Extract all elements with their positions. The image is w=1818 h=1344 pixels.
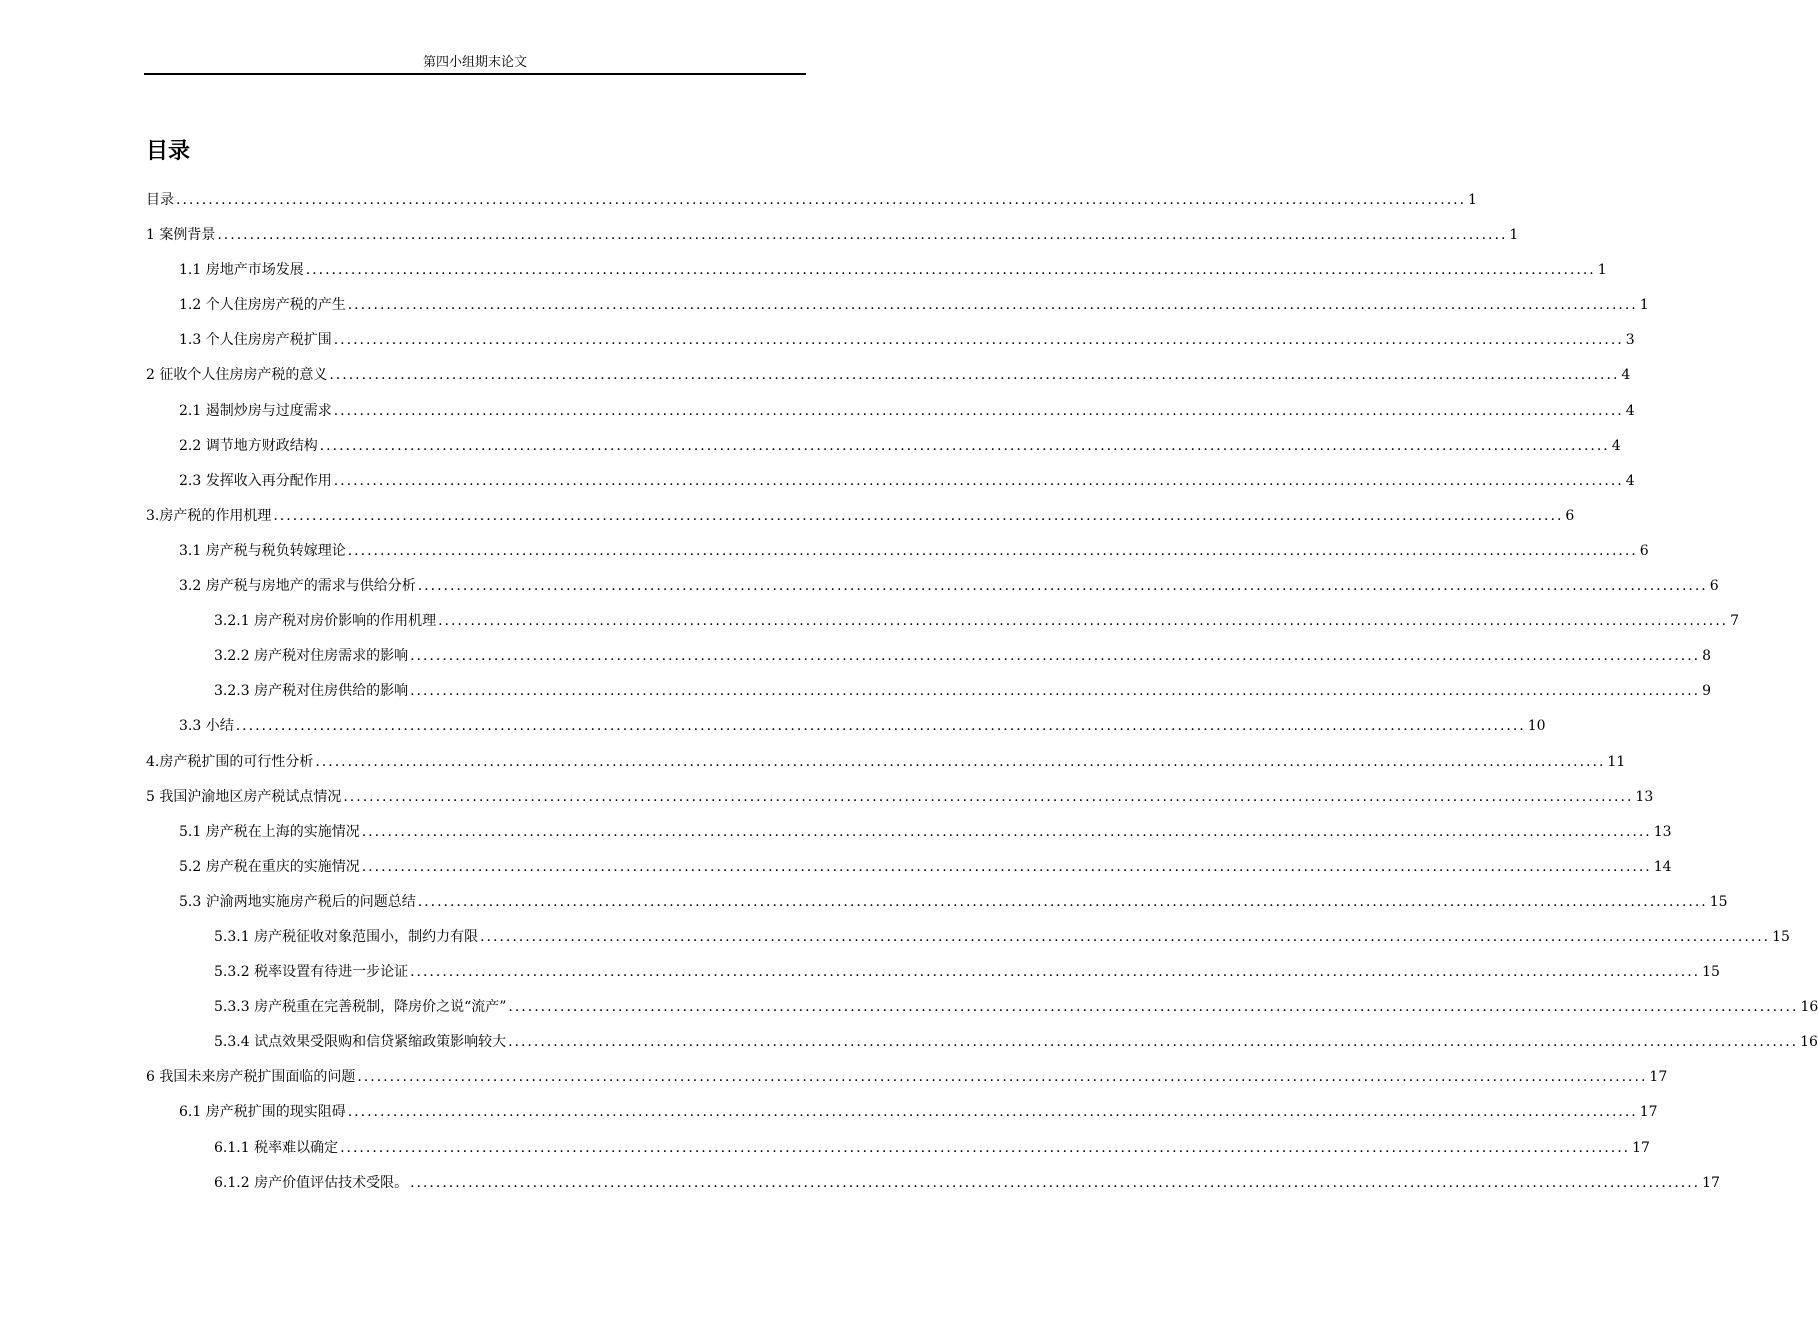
- toc-dot-leader: ........................................................................................................................................................................................................: [410, 964, 1701, 981]
- toc-entry[interactable]: [146, 1060, 1668, 1095]
- toc-entry-label: 3.2.1 房产税对房价影响的作用机理: [214, 613, 437, 630]
- toc-entry-page: 4: [1625, 472, 1635, 489]
- toc-entry-label: 5.3.2 税率设置有待进一步论证: [214, 964, 409, 981]
- toc-title: 目录: [146, 138, 191, 164]
- toc-entry-label: 6.1.1 税率难以确定: [214, 1139, 339, 1156]
- toc-entry-label: 3.2.3 房产税对住房供给的影响: [214, 683, 409, 700]
- toc-entry-page: 1: [1639, 297, 1649, 314]
- toc-dot-leader: ........................................................................................................................................................................................................: [305, 262, 1596, 279]
- toc-entry-page: 15: [1709, 893, 1728, 910]
- toc-dot-leader: ........................................................................................................................................................................................................: [343, 788, 1634, 805]
- table-of-contents: [146, 183, 1818, 1201]
- toc-entry-label: 1.3 个人住房房产税扩围: [179, 332, 332, 349]
- toc-entry-page: 8: [1702, 648, 1712, 665]
- toc-entry[interactable]: [146, 815, 1672, 850]
- toc-dot-leader: ........................................................................................................................................................................................................: [176, 192, 1467, 208]
- toc-dot-leader: ........................................................................................................................................................................................................: [347, 297, 1638, 314]
- toc-entry[interactable]: [146, 920, 1790, 955]
- toc-dot-leader: ........................................................................................................................................................................................................: [410, 648, 1701, 665]
- toc-entry-label: 5.3.1 房产税征收对象范围小，制约力有限: [214, 928, 479, 945]
- toc-entry-label: 5.3.3 房产税重在完善税制，降房价之说“流产”: [214, 999, 507, 1016]
- toc-entry-page: 17: [1649, 1069, 1668, 1086]
- toc-entry-page: 6: [1709, 578, 1719, 595]
- toc-entry[interactable]: [146, 358, 1631, 393]
- toc-entry[interactable]: [146, 288, 1649, 323]
- toc-dot-leader: ........................................................................................................................................................................................................: [347, 1104, 1638, 1121]
- toc-entry-label: 6 我国未来房产税扩围面临的问题: [146, 1069, 356, 1086]
- toc-entry-page: 11: [1607, 753, 1626, 770]
- toc-entry[interactable]: [146, 604, 1740, 639]
- toc-entry-page: 4: [1625, 402, 1635, 419]
- toc-dot-leader: ........................................................................................................................................................................................................: [333, 402, 1624, 419]
- toc-entry[interactable]: [146, 323, 1635, 358]
- toc-entry[interactable]: [146, 1025, 1818, 1060]
- toc-entry[interactable]: [146, 990, 1818, 1025]
- toc-entry-page: 14: [1653, 858, 1672, 875]
- toc-entry-page: 1: [1597, 262, 1607, 279]
- toc-entry-label: 1.1 房地产市场发展: [179, 262, 304, 279]
- toc-dot-leader: ........................................................................................................................................................................................................: [361, 858, 1652, 875]
- toc-dot-leader: ........................................................................................................................................................................................................: [333, 472, 1624, 489]
- toc-entry-label: 5.1 房产税在上海的实施情况: [179, 823, 360, 840]
- toc-entry-page: 16: [1800, 1034, 1818, 1051]
- toc-dot-leader: ........................................................................................................................................................................................................: [319, 437, 1610, 454]
- toc-entry-page: 15: [1702, 964, 1720, 981]
- toc-entry-page: 17: [1639, 1104, 1658, 1121]
- toc-dot-leader: ........................................................................................................................................................................................................: [410, 683, 1701, 700]
- toc-dot-leader: ........................................................................................................................................................................................................: [357, 1069, 1648, 1086]
- toc-entry-label: 6.1 房产税扩围的现实阻碍: [179, 1104, 346, 1121]
- toc-dot-leader: ........................................................................................................................................................................................................: [340, 1139, 1631, 1156]
- header-rule: [144, 73, 806, 75]
- toc-entry-page: 7: [1730, 613, 1740, 630]
- toc-entry[interactable]: [146, 674, 1712, 709]
- toc-entry[interactable]: [146, 394, 1635, 429]
- toc-entry-label: 1.2 个人住房房产税的产生: [179, 297, 346, 314]
- toc-dot-leader: ........................................................................................................................................................................................................: [361, 823, 1652, 840]
- toc-entry[interactable]: [146, 850, 1672, 885]
- toc-entry-label: 6.1.2 房产价值评估技术受限。: [214, 1174, 409, 1191]
- toc-entry-page: 15: [1772, 928, 1790, 945]
- toc-entry-page: 17: [1632, 1139, 1650, 1156]
- toc-entry-page: 13: [1635, 788, 1654, 805]
- toc-dot-leader: ........................................................................................................................................................................................................: [508, 999, 1799, 1016]
- toc-entry-label: 2.1 遏制炒房与过度需求: [179, 402, 332, 419]
- toc-entry-page: 16: [1800, 999, 1818, 1016]
- toc-dot-leader: ........................................................................................................................................................................................................: [315, 753, 1606, 770]
- toc-dot-leader: ........................................................................................................................................................................................................: [410, 1174, 1701, 1191]
- toc-dot-leader: ........................................................................................................................................................................................................: [235, 718, 1526, 735]
- toc-entry-page: 4: [1611, 437, 1621, 454]
- toc-entry-page: 17: [1702, 1174, 1720, 1191]
- toc-entry[interactable]: [146, 709, 1546, 744]
- toc-entry[interactable]: [146, 1095, 1658, 1130]
- toc-entry-label: 目录: [146, 192, 174, 208]
- toc-entry-label: 3.2.2 房产税对住房需求的影响: [214, 648, 409, 665]
- page-header: 第四小组期末论文: [422, 55, 527, 70]
- toc-entry-label: 2.2 调节地方财政结构: [179, 437, 318, 454]
- toc-entry[interactable]: [146, 780, 1654, 815]
- toc-entry[interactable]: [146, 569, 1719, 604]
- toc-entry[interactable]: [146, 639, 1712, 674]
- toc-dot-leader: ........................................................................................................................................................................................................: [508, 1034, 1799, 1051]
- toc-dot-leader: ........................................................................................................................................................................................................: [480, 928, 1771, 945]
- toc-entry-label: 3.房产税的作用机理: [146, 507, 272, 524]
- toc-dot-leader: ........................................................................................................................................................................................................: [333, 332, 1624, 349]
- toc-entry-page: 6: [1639, 542, 1649, 559]
- toc-entry[interactable]: [146, 464, 1635, 499]
- toc-entry[interactable]: [146, 218, 1519, 253]
- toc-entry[interactable]: [146, 1131, 1650, 1166]
- toc-entry-page: 13: [1653, 823, 1672, 840]
- toc-dot-leader: ........................................................................................................................................................................................................: [417, 578, 1708, 595]
- toc-dot-leader: ........................................................................................................................................................................................................: [329, 367, 1620, 384]
- toc-entry-label: 5.3 沪渝两地实施房产税后的问题总结: [179, 893, 416, 910]
- toc-entry[interactable]: [146, 955, 1720, 990]
- toc-entry-page: 6: [1565, 507, 1575, 524]
- toc-entry-label: 5 我国沪渝地区房产税试点情况: [146, 788, 342, 805]
- toc-dot-leader: ........................................................................................................................................................................................................: [417, 893, 1708, 910]
- toc-entry[interactable]: [146, 745, 1626, 780]
- toc-entry-label: 3.1 房产税与税负转嫁理论: [179, 542, 346, 559]
- toc-entry-page: 9: [1702, 683, 1712, 700]
- toc-entry[interactable]: [146, 429, 1621, 464]
- toc-entry-label: 3.3 小结: [179, 718, 234, 735]
- toc-entry[interactable]: [146, 253, 1607, 288]
- toc-entry-page: 4: [1621, 367, 1631, 384]
- toc-entry-label: 2.3 发挥收入再分配作用: [179, 472, 332, 489]
- toc-dot-leader: ........................................................................................................................................................................................................: [217, 227, 1508, 244]
- toc-entry[interactable]: [146, 885, 1728, 920]
- toc-dot-leader: ........................................................................................................................................................................................................: [438, 613, 1729, 630]
- toc-entry-label: 5.2 房产税在重庆的实施情况: [179, 858, 360, 875]
- toc-entry[interactable]: [146, 183, 1477, 218]
- toc-entry-label: 1 案例背景: [146, 227, 216, 244]
- toc-dot-leader: ........................................................................................................................................................................................................: [347, 542, 1638, 559]
- toc-entry-label: 5.3.4 试点效果受限购和信贷紧缩政策影响较大: [214, 1034, 507, 1051]
- toc-entry-label: 2 征收个人住房房产税的意义: [146, 367, 328, 384]
- toc-entry-page: 10: [1527, 718, 1546, 735]
- toc-entry[interactable]: [146, 499, 1575, 534]
- toc-entry-page: 3: [1625, 332, 1635, 349]
- toc-entry[interactable]: [146, 534, 1649, 569]
- toc-entry-label: 4.房产税扩围的可行性分析: [146, 753, 314, 770]
- toc-entry[interactable]: [146, 1166, 1720, 1201]
- toc-entry-label: 3.2 房产税与房地产的需求与供给分析: [179, 578, 416, 595]
- toc-dot-leader: ........................................................................................................................................................................................................: [273, 507, 1564, 524]
- toc-entry-page: 1: [1509, 227, 1519, 244]
- toc-entry-page: 1: [1468, 192, 1477, 208]
